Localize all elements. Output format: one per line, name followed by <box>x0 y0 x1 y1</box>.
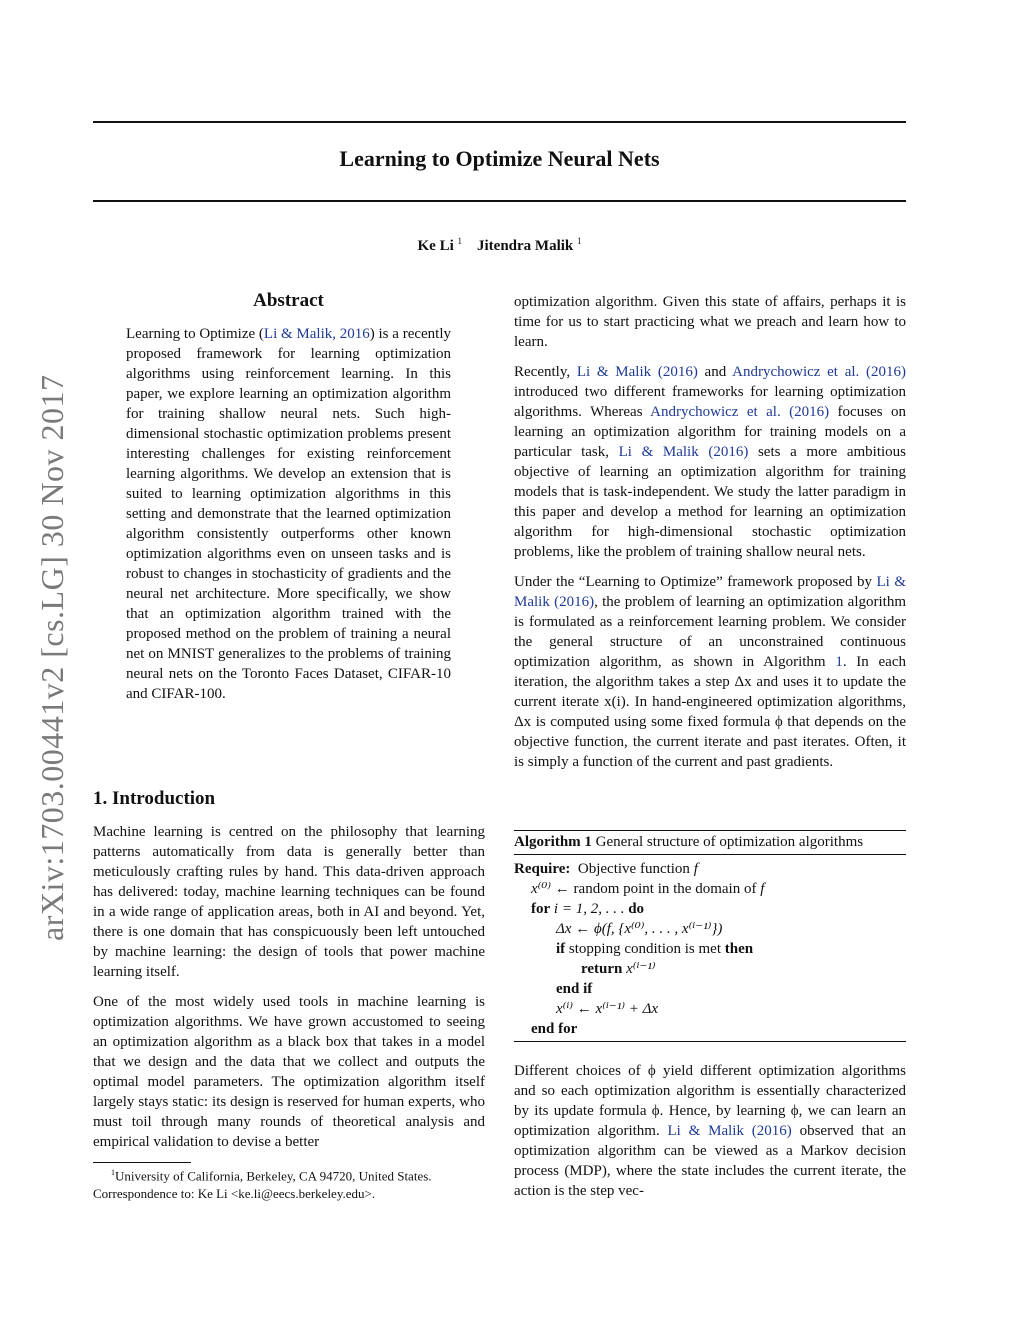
paragraph: optimization algorithm. Given this state of affairs, perhaps it is time for us to start practicing what we preach and learn how to learn. <box>514 294 906 350</box>
author-name: Ke Li <box>417 238 454 254</box>
paragraph: Different choices of ϕ yield different optimization algorithms and so each optimization algorithm is essentially characterized by its update formula ϕ. Hence, by learning ϕ, we can learn an optimization algorithm. Li & Malik (2016) observed that an optimization algorithm can be viewed as a Markov decision process (MDP), where the state includes the current iterate, the action is the step vec- <box>514 1063 906 1199</box>
algorithm-line: if stopping condition is met then <box>556 941 754 957</box>
right-column <box>514 292 906 782</box>
algorithm-line: return x⁽ⁱ⁻¹⁾ <box>581 961 656 977</box>
citation-link[interactable]: Li & Malik (2016) <box>514 574 907 610</box>
affiliation-mark: 1 <box>577 236 582 246</box>
abstract-heading: Abstract <box>253 290 324 311</box>
algorithm-line: x⁽⁰⁾ ← random point in the domain of f <box>531 881 765 897</box>
algorithm-line: x⁽ⁱ⁾ ← x⁽ⁱ⁻¹⁾ + Δx <box>556 1001 659 1017</box>
right-column-continued <box>514 1061 906 1211</box>
algorithm-line: for i = 1, 2, . . . do <box>531 901 645 917</box>
algorithm-ref-link[interactable]: 1 <box>835 654 843 670</box>
paragraph: Recently, Li & Malik (2016) and Andrychowicz et al. (2016) introduced two different frameworks for learning optimization algorithms. Whereas Andrychowicz et al. (2016) focuses on learning an optimization algorithm for training models on a particular task, Li & Malik (2016) sets a more ambitious objective of learning an optimization algorithm for training models that is task-independent. We study the latter paradigm in this paper and develop a method for learning an optimization algorithm for high-dimensional stochastic optimization problems, like the problem of training shallow neural nets. <box>514 364 906 560</box>
citation-link[interactable]: Andrychowicz et al. (2016) <box>732 364 906 380</box>
paragraph: Under the “Learning to Optimize” framework proposed by Li & Malik (2016), the problem of learning an optimization algorithm is formulated as a reinforcement learning problem. We consider the general structure of an unconstrained continuous optimization algorithm, as shown in Algorithm 1. In each iteration, the algorithm takes a step Δx and uses it to update the current iterate x(i). In hand-engineered optimization algorithms, Δx is computed using some fixed formula ϕ that depends on the objective function, the current iterate and past iterates. Often, it is simply a function of the current and past gradients. <box>514 574 907 770</box>
algorithm-line: end for <box>531 1021 578 1037</box>
algorithm-box <box>514 830 906 1042</box>
author-name: Jitendra Malik <box>477 238 574 254</box>
abstract-body <box>126 324 451 714</box>
affiliation-mark: 1 <box>457 236 462 246</box>
introduction-body <box>93 822 485 1162</box>
citation-link[interactable]: Li & Malik (2016) <box>667 1123 792 1139</box>
author-list <box>93 236 906 255</box>
algorithm-caption: Algorithm 1 General structure of optimization algorithms <box>514 831 906 855</box>
paragraph: One of the most widely used tools in machine learning is optimization algorithms. We have grown accustomed to seeing an optimization algorithm as a black box that takes in a model that we design and the data that we collect and outputs the optimal model parameters. The optimization algorithm itself largely stays static: its design is reserved for human experts, who must toil through many rounds of theoretical analysis and empirical validation to devise a better <box>93 994 485 1150</box>
footnote-mark: 1 <box>111 1168 115 1177</box>
title-bottom-rule <box>93 200 906 202</box>
arxiv-side-stamp: arXiv:1703.00441v2 [cs.LG] 30 Nov 2017 <box>34 374 70 941</box>
abstract-paragraph: Learning to Optimize (Li & Malik, 2016) is a recently proposed framework for learning optimization algorithms using reinforcement learning. In this paper, we explore learning an optimization algorithm for training shallow neural nets. Such high-dimensional stochastic optimization problems present interesting challenges for existing reinforcement learning algorithms. We develop an extension that is suited to learning optimization algorithms in this setting and demonstrate that the learned optimization algorithm consistently outperforms other known optimization algorithms even on unseen tasks and is robust to changes in stochasticity of gradients and the neural net architecture. More specifically, we show that an optimization algorithm trained with the proposed method on the problem of training a neural net on MNIST generalizes to the problems of training neural nets on the Toronto Faces Dataset, CIFAR-10 and CIFAR-100. <box>126 326 452 702</box>
footnote-rule <box>93 1162 191 1163</box>
citation-link[interactable]: Li & Malik (2016) <box>618 444 749 460</box>
paper-title: Learning to Optimize Neural Nets <box>339 146 660 171</box>
citation-link[interactable]: Li & Malik, 2016 <box>263 326 370 342</box>
title-top-rule <box>93 121 906 123</box>
citation-link[interactable]: Li & Malik (2016) <box>576 364 698 380</box>
footnote: $^1$University of California, Berkeley, CA 94720, United States. Correspondence to: Ke Li <ke.li@eecs.berkeley.edu>. <box>93 1168 432 1202</box>
section-heading-introduction: 1. Introduction <box>93 788 216 809</box>
paragraph: Machine learning is centred on the philosophy that learning patterns automatically from data is generally better than meticulously crafting rules by hand. This data-driven approach has delivered: today, machine learning techniques can be found in a wide range of application areas, both in AI and beyond. Yet, there is one domain that has conspicuously been left untouched by machine learning: the design of tools that power machine learning itself. <box>93 824 485 980</box>
algorithm-line: Require: Objective function f <box>514 861 698 877</box>
algorithm-line: end if <box>556 981 593 997</box>
citation-link[interactable]: Andrychowicz et al. (2016) <box>650 404 830 420</box>
algorithm-line: Δx ← ϕ(f, {x⁽⁰⁾, . . . , x⁽ⁱ⁻¹⁾}) <box>556 921 723 937</box>
